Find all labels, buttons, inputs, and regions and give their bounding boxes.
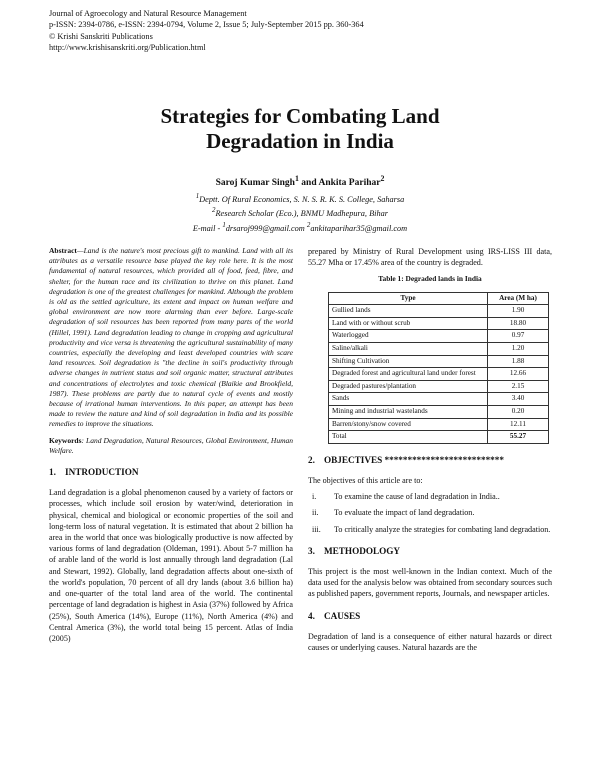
objective-number: i.	[312, 492, 317, 502]
section-3-title: METHODOLOGY	[324, 545, 401, 556]
col-type-header: Type	[329, 292, 488, 305]
email-prefix: E-mail -	[192, 223, 223, 233]
email1-sup: 1	[222, 221, 226, 229]
table-row	[329, 405, 549, 418]
aff1-sup: 1	[195, 193, 200, 200]
objective-text: To examine the cause of land degradation in India..	[334, 492, 500, 502]
total-label: Total	[329, 431, 488, 444]
emails	[0, 220, 600, 234]
journal-name: Journal of Agroecology and Natural Resource Management	[49, 9, 247, 18]
section-1-title: INTRODUCTION	[65, 467, 139, 478]
table-caption: Table 1: Degraded lands in India	[378, 274, 482, 284]
cell-area: 18.80	[488, 317, 549, 330]
affiliation-1	[0, 191, 600, 205]
author-1-sup: 1	[294, 174, 299, 183]
cell-type: Gullied lands	[329, 305, 488, 318]
keywords-label: Keywords	[49, 435, 82, 445]
email-1[interactable]: drsaroj999@gmail.com	[225, 223, 305, 233]
cell-type: Degraded forest and agricultural land under forest	[329, 368, 488, 381]
table-row	[329, 368, 549, 381]
section-4-text: Degradation of land is a consequence of either natural hazards or direct causes or underlying causes. Natural hazards are the	[308, 631, 552, 652]
objective-text: To evaluate the impact of land degradation.	[334, 508, 475, 518]
affiliations	[0, 191, 600, 234]
col-area-header: Area (M ha)	[488, 292, 549, 305]
objective-number: iii.	[312, 524, 321, 534]
abstract	[49, 246, 293, 430]
section-3-num: 3.	[308, 545, 315, 556]
cell-type: Mining and industrial wastelands	[329, 405, 488, 418]
cell-area: 1.90	[488, 305, 549, 318]
authors	[0, 174, 600, 188]
email-2[interactable]: ankitaparihar35@gmail.com	[310, 223, 408, 233]
keywords-text: : Land Degradation, Natural Resources, Global Environment, Human Welfare.	[49, 435, 293, 455]
section-4-num: 4.	[308, 610, 315, 621]
table-row	[329, 418, 549, 431]
cell-area: 12.11	[488, 418, 549, 431]
journal-url[interactable]: http://www.krishisanskriti.org/Publication.html	[49, 43, 206, 53]
table-row	[329, 380, 549, 393]
table-row	[329, 355, 549, 368]
objective-item	[308, 491, 552, 502]
email2-sup: 2	[306, 221, 311, 229]
abstract-text: —Land is the nature's most precious gift to mankind. Land with all its attributes as a versatile resource base played the key role here. It is the most fundamental of natural resources, which provided all of food, feed, fibre, and shelter, for the human race and its civilization to thrive on this planet. Land degradation is one of the greatest challenges for mankind. Although the problem is old as the settled agriculture, its extent and impact on human welfare and global environment are now more alarming than ever before. Large-scale degradation of soil resources has been reported from many parts of the world (Hillel, 1991). Land degradation leading to change in cropping and agricultural productivity and vice versa is threatening the agricultural sustainability of many countries, especially the developing and least developed countries with scare land resources. Soil degradation is "the decline in soil's productivity through adverse changes in nutrient status and soil organic matter, structural attributes and concentrations of electrolytes and toxic chemical (Blaikie and Brookfield, 1987). These problems are partly due to natural cycle of events and mostly because of irrational human interventions. In this paper, an attempt has been made to review the nature and kind of soil degradation in India and its possible remedies to improve the situations.	[49, 246, 293, 429]
publisher: © Krishi Sanskriti Publications	[49, 31, 153, 41]
objective-text: To critically analyze the strategies for combating land degradation.	[334, 524, 551, 534]
right-intro-text: prepared by Ministry of Rural Development using IRS-LISS III data, 55.27 Mha or 17.45% area of the country is degraded.	[308, 247, 552, 268]
table-row	[329, 393, 549, 406]
section-2-heading	[308, 455, 552, 466]
cell-type: Land with or without scrub	[329, 317, 488, 330]
paper-title	[0, 104, 600, 154]
section-2-title: OBJECTIVES **************************	[324, 454, 504, 465]
section-3-heading	[308, 546, 552, 557]
cell-type: Degraded pastures/plantation	[329, 380, 488, 393]
cell-area: 1.20	[488, 342, 549, 355]
cell-area: 12.66	[488, 368, 549, 381]
objective-item	[308, 507, 552, 518]
cell-type: Shifting Cultivation	[329, 355, 488, 368]
table-row	[329, 305, 549, 318]
author-2: Ankita Parihar	[318, 178, 381, 189]
cell-type: Saline/alkali	[329, 342, 488, 355]
cell-area: 3.40	[488, 393, 549, 406]
table-row	[329, 342, 549, 355]
section-4-title: CAUSES	[324, 610, 361, 621]
journal-header	[49, 8, 364, 54]
objectives-list	[308, 491, 552, 535]
cell-type: Sands	[329, 393, 488, 406]
cell-type: Barren/stony/snow covered	[329, 418, 488, 431]
degraded-lands-table	[328, 292, 549, 444]
section-2-intro: The objectives of this article are to:	[308, 475, 423, 485]
author-joiner: and	[298, 178, 319, 189]
title-line-1: Strategies for Combating Land	[160, 104, 440, 128]
table-header-row	[329, 292, 549, 305]
total-value: 55.27	[488, 431, 549, 444]
section-1-text: Land degradation is a global phenomenon caused by a variety of factors or processes, which include soil erosion by water/wind, deterioration in physical, chemical and biological or economic properties of the soil and long-term loss of natural vegetation. It is estimated that about 2 billion ha area in the world that once was biologically productive is now affected by various forms of land degradation (Oldeman, 1991). About 5-7 million ha of arable land of the world is lost annually through land degradation (Lal and Stewart, 1992). Globally, land degradation affects about one-sixth of the world's population, 70 percent of all dry lands (about 3.6 billion ha) and one-quarter of the total land area of the world. The continental percentage of land degradation is highest in Asia (37%) followed by Africa (25%), South America (14%), Europe (11%), North America (4%) and Central America (3%), the world total being 15 percent. Atlas of India (2005)	[49, 488, 293, 643]
keywords	[49, 436, 293, 456]
aff1-text: Deptt. Of Rural Economics, S. N. S. R. K. S. College, Saharsa	[199, 194, 405, 204]
abstract-label: Abstract	[49, 246, 77, 255]
cell-area: 0.20	[488, 405, 549, 418]
section-2-num: 2.	[308, 454, 315, 465]
left-column	[49, 246, 293, 644]
cell-area: 0.97	[488, 330, 549, 343]
cell-area: 2.15	[488, 380, 549, 393]
objective-item	[308, 524, 552, 535]
section-4-heading	[308, 611, 552, 622]
author-1: Saroj Kumar Singh	[215, 178, 295, 189]
affiliation-2	[0, 205, 600, 219]
author-2-sup: 2	[380, 174, 385, 183]
right-column	[308, 246, 552, 653]
cell-area: 1.88	[488, 355, 549, 368]
title-line-2: Degradation in India	[206, 129, 394, 153]
journal-issn: p-ISSN: 2394-0786, e-ISSN: 2394-0794, Volume 2, Issue 5; July-September 2015 pp. 360-364	[49, 20, 364, 30]
aff2-text: Research Scholar (Eco.), BNMU Madhepura, Bihar	[215, 209, 388, 219]
table-total-row	[329, 431, 549, 444]
table-body	[329, 305, 549, 444]
section-1-heading	[49, 467, 293, 478]
objective-number: ii.	[312, 508, 319, 518]
section-3-text: This project is the most well-known in the Indian context. Much of the data used for the analysis below was obtained from secondary sources such as published papers, government reports, Journals, and newspaper articles.	[308, 566, 552, 599]
cell-type: Waterlogged	[329, 330, 488, 343]
section-1-num: 1.	[49, 467, 56, 478]
table-row	[329, 317, 549, 330]
table-row	[329, 330, 549, 343]
aff2-sup: 2	[212, 207, 216, 215]
